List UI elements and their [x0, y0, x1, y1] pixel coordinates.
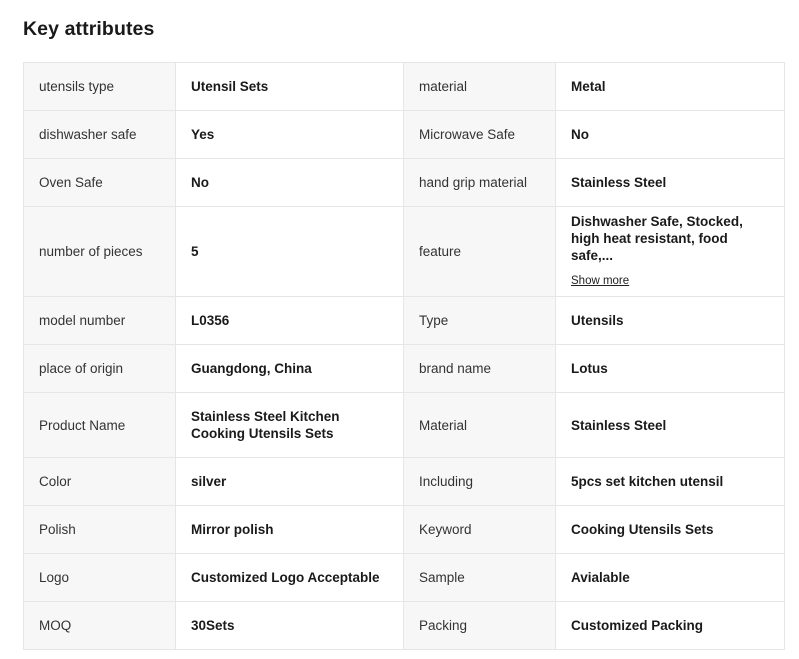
- table-row: [24, 506, 785, 554]
- table-row: [24, 297, 785, 345]
- attribute-name: Microwave Safe: [404, 111, 556, 159]
- attribute-value: Stainless Steel Kitchen Cooking Utensils Sets: [176, 393, 404, 458]
- attribute-value: Customized Packing: [556, 602, 785, 650]
- attribute-name: feature: [404, 207, 556, 297]
- attribute-value: Avialable: [556, 554, 785, 602]
- attribute-value: Customized Logo Acceptable: [176, 554, 404, 602]
- attribute-value: Utensils: [556, 297, 785, 345]
- attribute-value: L0356: [176, 297, 404, 345]
- attribute-value: 5: [176, 207, 404, 297]
- attribute-name: dishwasher safe: [24, 111, 176, 159]
- section-title: Key attributes: [23, 18, 155, 40]
- attribute-value: Utensil Sets: [176, 63, 404, 111]
- attribute-value-expandable: [556, 207, 785, 297]
- key-attributes-table: [23, 62, 785, 650]
- attribute-value: 5pcs set kitchen utensil: [556, 458, 785, 506]
- show-more-link[interactable]: Show more: [571, 275, 630, 287]
- table-row: [24, 111, 785, 159]
- table-row: [24, 554, 785, 602]
- attribute-value: silver: [176, 458, 404, 506]
- attribute-name: MOQ: [24, 602, 176, 650]
- attribute-name: Product Name: [24, 393, 176, 458]
- attribute-name: Including: [404, 458, 556, 506]
- attribute-value: Mirror polish: [176, 506, 404, 554]
- attribute-value: Guangdong, China: [176, 345, 404, 393]
- attribute-value: Metal: [556, 63, 785, 111]
- attribute-value: No: [556, 111, 785, 159]
- attribute-value: Yes: [176, 111, 404, 159]
- attribute-name: hand grip material: [404, 159, 556, 207]
- attribute-name: Polish: [24, 506, 176, 554]
- attribute-name: Material: [404, 393, 556, 458]
- attribute-name: Sample: [404, 554, 556, 602]
- table-row: [24, 458, 785, 506]
- attribute-name: material: [404, 63, 556, 111]
- table-row: [24, 345, 785, 393]
- attribute-name: Keyword: [404, 506, 556, 554]
- table-row: [24, 393, 785, 458]
- attribute-name: Type: [404, 297, 556, 345]
- attribute-name: number of pieces: [24, 207, 176, 297]
- attribute-value: Lotus: [556, 345, 785, 393]
- table-row: [24, 602, 785, 650]
- attribute-value: 30Sets: [176, 602, 404, 650]
- table-row: [24, 63, 785, 111]
- attribute-name: place of origin: [24, 345, 176, 393]
- attribute-name: Oven Safe: [24, 159, 176, 207]
- table-row: [24, 159, 785, 207]
- attribute-value: Stainless Steel: [556, 393, 785, 458]
- attribute-name: utensils type: [24, 63, 176, 111]
- attribute-name: Packing: [404, 602, 556, 650]
- feature-text: Dishwasher Safe, Stocked, high heat resistant, food safe,...: [571, 214, 743, 263]
- attribute-name: brand name: [404, 345, 556, 393]
- attribute-name: model number: [24, 297, 176, 345]
- attribute-value: Cooking Utensils Sets: [556, 506, 785, 554]
- attribute-value: Stainless Steel: [556, 159, 785, 207]
- attribute-value: No: [176, 159, 404, 207]
- attribute-name: Logo: [24, 554, 176, 602]
- attribute-name: Color: [24, 458, 176, 506]
- table-row: [24, 207, 785, 297]
